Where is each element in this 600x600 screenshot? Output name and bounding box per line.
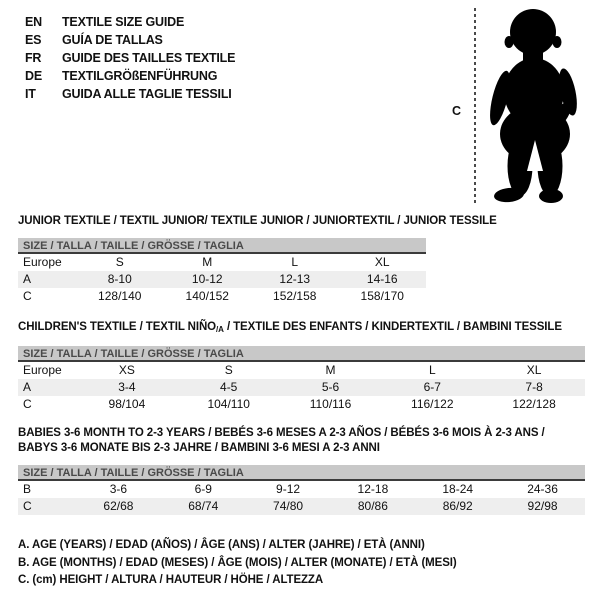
size-cell: 10-12	[191, 272, 223, 286]
size-cell: 158/170	[360, 289, 404, 303]
row-label: A	[23, 272, 32, 286]
size-cell: 12-18	[357, 482, 389, 496]
language-row	[25, 31, 235, 49]
footnote-b: B. AGE (MONTHS) / EDAD (MESES) / ÂGE (MOIS) / ALTER (MONATE) / ETÀ (MESI)	[18, 556, 457, 569]
size-cell: 104/110	[207, 397, 250, 411]
size-bar: SIZE / TALLA / TAILLE / GRÖSSE / TAGLIA	[18, 346, 585, 362]
size-cell: L	[428, 363, 436, 377]
size-cell: S	[115, 255, 124, 269]
children-heading-post: / TEXTILE DES ENFANTS / KINDERTEXTIL / BAMBINI TESSILE	[223, 321, 562, 333]
section-babies	[18, 426, 585, 515]
table-row	[18, 498, 585, 515]
language-code: IT	[25, 87, 36, 101]
size-cell: XL	[526, 363, 542, 377]
junior-table	[18, 238, 426, 305]
size-cell: 116/122	[411, 397, 454, 411]
size-cell: 14-16	[366, 272, 398, 286]
row-label: C	[23, 499, 32, 513]
size-cell: 3-6	[109, 482, 128, 496]
section-children	[18, 320, 585, 413]
size-cell: 140/152	[185, 289, 229, 303]
size-cell: 110/116	[309, 397, 352, 411]
babies-heading-line1: BABIES 3-6 MONTH TO 2-3 YEARS / BEBÉS 3-6 MESES A 2-3 AÑOS / BÉBÉS 3-6 MOIS À 2-3 ANS /	[18, 427, 545, 439]
size-cell: 62/68	[103, 499, 134, 513]
row-label: C	[23, 289, 32, 303]
row-label: C	[23, 397, 32, 411]
size-cell: 9-12	[276, 482, 301, 496]
size-cell: XL	[374, 255, 390, 269]
language-row	[25, 13, 235, 31]
language-title: TEXTILGRÖßENFÜHRUNG	[62, 69, 218, 83]
footnotes	[18, 537, 585, 590]
babies-table	[18, 465, 585, 515]
language-row	[25, 85, 235, 103]
size-cell: 24-36	[527, 482, 558, 496]
measure-label-c: C	[452, 104, 462, 118]
size-cell: 4-5	[220, 380, 238, 394]
size-cell: 128/140	[98, 289, 142, 303]
size-cell: 18-24	[442, 482, 474, 496]
size-cell: 80/86	[357, 499, 388, 513]
table-row	[18, 396, 585, 413]
size-cell: 74/80	[273, 499, 304, 513]
size-cell: 5-6	[321, 380, 340, 394]
row-label: B	[23, 482, 32, 496]
size-cell: L	[291, 255, 299, 269]
children-table	[18, 346, 585, 413]
junior-heading: JUNIOR TEXTILE / TEXTIL JUNIOR/ TEXTILE JUNIOR / JUNIORTEXTIL / JUNIOR TESSILE	[18, 215, 497, 227]
language-code: EN	[25, 15, 42, 29]
size-cell: 8-10	[107, 272, 132, 286]
size-cell: 68/74	[188, 499, 219, 513]
language-title: GUÍA DE TALLAS	[62, 33, 163, 47]
table-row	[18, 271, 426, 288]
language-row	[25, 49, 235, 67]
size-cell: M	[325, 363, 336, 377]
language-code: FR	[25, 51, 42, 65]
tables-area	[18, 214, 585, 590]
babies-heading-line2: BABYS 3-6 MONATE BIS 2-3 JAHRE / BAMBINI 3-6 MESI A 2-3 ANNI	[18, 442, 380, 454]
row-label: Europe	[23, 363, 62, 377]
language-title: TEXTILE SIZE GUIDE	[62, 15, 185, 29]
size-cell: 98/104	[108, 397, 146, 411]
section-junior	[18, 214, 585, 305]
table-row	[18, 362, 585, 379]
size-cell: 122/128	[512, 397, 556, 411]
footnote-c: C. (cm) HEIGHT / ALTURA / HAUTEUR / HÖHE / ALTEZZA	[18, 574, 324, 586]
size-cell: 92/98	[527, 499, 558, 513]
table-row	[18, 379, 585, 396]
row-label: A	[23, 380, 32, 394]
size-cell: 152/158	[273, 289, 317, 303]
children-heading	[18, 320, 585, 337]
size-bar: SIZE / TALLA / TAILLE / GRÖSSE / TAGLIA	[18, 238, 426, 254]
size-cell: 6-7	[423, 380, 441, 394]
size-cell: XS	[118, 363, 135, 377]
size-cell: 7-8	[525, 380, 543, 394]
table-row	[18, 254, 426, 271]
size-cell: 12-13	[279, 272, 311, 286]
size-cell: 6-9	[194, 482, 212, 496]
language-title: GUIDE DES TAILLES TEXTILE	[62, 51, 236, 65]
size-cell: M	[202, 255, 213, 269]
table-row	[18, 288, 426, 305]
size-cell: 86/92	[442, 499, 473, 513]
language-row	[25, 67, 235, 85]
footnote-a: A. AGE (YEARS) / EDAD (AÑOS) / ÂGE (ANS) / ALTER (JAHRE) / ETÀ (ANNI)	[18, 539, 425, 551]
language-code: DE	[25, 69, 42, 83]
baby-silhouette-icon	[487, 6, 583, 208]
table-row	[18, 481, 585, 498]
size-bar: SIZE / TALLA / TAILLE / GRÖSSE / TAGLIA	[18, 465, 585, 481]
size-cell: S	[224, 363, 233, 377]
language-title: GUIDA ALLE TAGLIE TESSILI	[62, 87, 232, 101]
children-heading-pre: CHILDREN'S TEXTILE / TEXTIL NIÑO	[18, 321, 217, 333]
row-label: Europe	[23, 255, 62, 269]
language-list	[25, 13, 235, 103]
language-code: ES	[25, 33, 42, 47]
children-heading-sub: /A	[216, 325, 224, 334]
size-cell: 3-4	[118, 380, 136, 394]
height-measure-dashed-line	[474, 8, 476, 205]
